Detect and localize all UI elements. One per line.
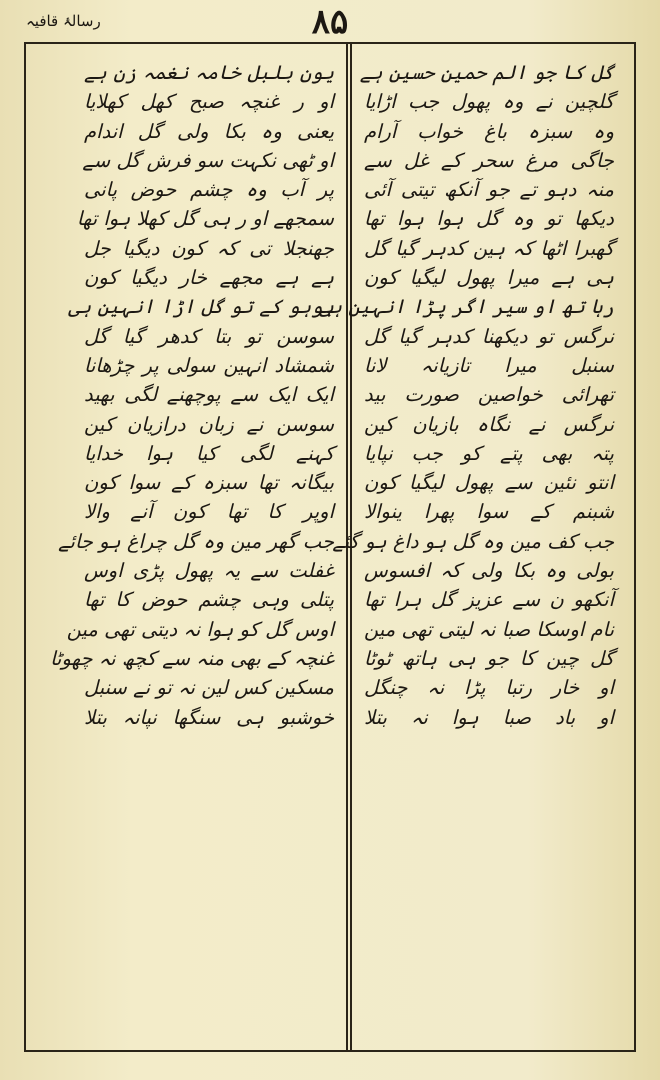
verse-line: وہ سبزہ باغ خواب آرام bbox=[364, 119, 614, 143]
verse-line: پر آب وہ چشم حوض پانی bbox=[84, 178, 334, 202]
verse-line: جاگی مرغ سحر کے غل سے bbox=[364, 148, 614, 172]
verse-line: بوہو کے تو گل اڑا انہین ہی bbox=[68, 295, 334, 319]
left-verse-column bbox=[50, 58, 334, 732]
verse-line: او باد صبا ہوا نہ بتلا bbox=[364, 705, 614, 729]
verse-line: یون بلبل خامہ نغمہ زن ہے bbox=[84, 61, 334, 84]
verse-line: جب کف مین وہ گل ہو داغ ہو گئے bbox=[332, 529, 614, 553]
verse-line: خوشبو ہی سنگھا نپانہ بتلا bbox=[84, 705, 334, 729]
verse-line: تھرائی خواصین صورت بید bbox=[364, 383, 614, 407]
verse-line: شبنم کے سوا پھرا ینوالا bbox=[364, 500, 614, 524]
verse-line: دیکھا تو وہ گل ہوا ہوا تھا bbox=[364, 207, 614, 231]
verse-line: جھنجلا تی کہ کون دیگیا جل bbox=[84, 236, 334, 260]
verse-line: ایک ایک سے پوچھنے لگی بھید bbox=[84, 383, 334, 407]
verse-line: گھبرا اٹھا کہ ہین کدہر گیا گل bbox=[364, 236, 614, 260]
verse-line: انتو نئین سے پھول لیگیا کون bbox=[364, 471, 614, 495]
verse-line: نرگس تو دیکھنا کدہر گیا گل bbox=[364, 324, 614, 348]
verse-line: سوسن نے زبان درازیان کین bbox=[84, 412, 334, 436]
verse-line: پتلی وہی چشم حوض کا تھا bbox=[84, 588, 334, 612]
verse-line: اوپر کا تھا کون آنے والا bbox=[84, 500, 334, 524]
verse-line: ہی ہے میرا پھول لیگیا کون bbox=[364, 266, 614, 290]
verse-line: بولی وہ بکا ولی کہ افسوس bbox=[364, 559, 614, 583]
verse-line: اوس گل کو ہوا نہ دیتی تھی مین bbox=[66, 617, 334, 641]
verse-line: آنکھو ن سے عزیز گل ہرا تھا bbox=[364, 588, 614, 612]
verse-line: نام اوسکا صبا نہ لیتی تھی مین bbox=[364, 617, 614, 641]
verse-line: کہنے لگی کیا ہوا خدایا bbox=[84, 441, 334, 465]
verse-line: گل چین کا جو ہی ہاتھ ٹوٹا bbox=[364, 646, 614, 670]
verse-line: او ر غنچہ صبح کھل کھلایا bbox=[84, 90, 334, 114]
verse-line: یعنی وہ بکا ولی گل اندام bbox=[84, 119, 334, 143]
verse-line: پتہ بھی پتے کو جب نپایا bbox=[364, 441, 614, 465]
running-header-title: رسالۂ قافیہ bbox=[26, 12, 101, 30]
verse-line: سنبل میرا تازیانہ لانا bbox=[364, 353, 614, 377]
verse-line: بیگانہ تھا سبزہ کے سوا کون bbox=[84, 471, 334, 495]
verse-line: مسکین کس لین نہ تو نے سنبل bbox=[84, 676, 334, 700]
verse-line: ہے ہے مجھے خار دیگیا کون bbox=[84, 266, 334, 290]
verse-line: منہ دہو تے جو آنکھ تیتی آئی bbox=[364, 178, 614, 202]
page-number: ۸۵ bbox=[311, 2, 349, 42]
verse-line: شمشاد انہین سولی پر چڑھانا bbox=[84, 353, 334, 377]
verse-line: گل کا جو الم حمین حسین ہے bbox=[359, 61, 614, 84]
right-verse-column bbox=[319, 58, 614, 732]
verse-line: او خار رتبا پڑا نہ چنگل bbox=[364, 676, 614, 700]
verse-line: او ٹھی نکہت سو فرش گل سے bbox=[82, 148, 334, 172]
verse-line: جب گھر مین وہ گل چراغ ہو جائے bbox=[58, 529, 334, 553]
verse-line: نرگس نے نگاہ بازیان کین bbox=[364, 412, 614, 436]
verse-line: غفلت سے یہ پھول پڑی اوس bbox=[84, 559, 334, 583]
verse-line: گلچین نے وہ پھول جب اڑایا bbox=[364, 90, 614, 114]
verse-line: رہا تھ او سیر اگر پڑا انہین ہی bbox=[319, 295, 614, 319]
verse-line: غنچہ کے بھی منہ سے کچھ نہ چھوٹا bbox=[50, 646, 334, 670]
verse-line: سوسن تو بتا کدھر گیا گل bbox=[84, 324, 334, 348]
verse-line: سمجھے او ر ہی گل کھلا ہوا تھا bbox=[76, 207, 334, 231]
